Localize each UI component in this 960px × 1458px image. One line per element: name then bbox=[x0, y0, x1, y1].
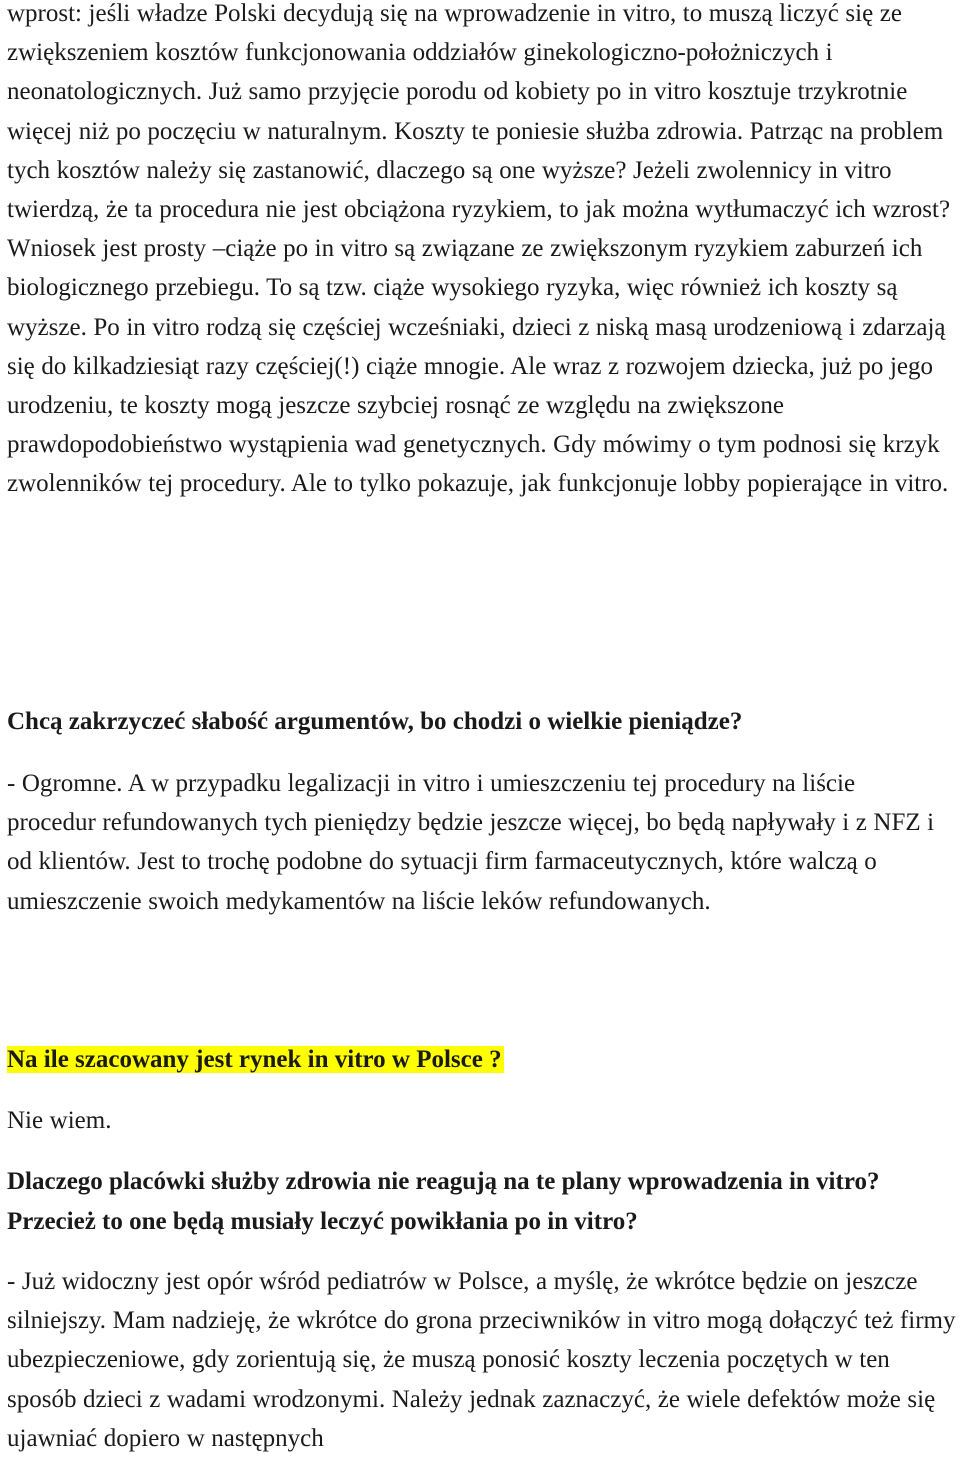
interview-question-1: Chcą zakrzyczeć słabość argumentów, bo chodzi o wielkie pieniądze? bbox=[7, 708, 743, 735]
interview-answer-2: Nie wiem. bbox=[7, 1107, 112, 1134]
highlighted-question-text: Na ile szacowany jest rynek in vitro w Polsce ? bbox=[7, 1046, 502, 1073]
interview-answer-1: - Ogromne. A w przypadku legalizacji in vitro i umieszczeniu tej procedury na liście procedur refundowanych tych pieniędzy będzie jeszcze więcej, bo będą napływały i z NFZ i od klientów. Jest to trochę podobne do sytuacji firm farmaceutycznych, które walczą o umieszczenie swoich medykamentów na liście leków refundowanych. bbox=[7, 770, 935, 915]
interview-question-2 bbox=[7, 1040, 957, 1079]
interview-answer-3: - Już widoczny jest opór wśród pediatrów w Polsce, a myślę, że wkrótce będzie on jeszcze silniejszy. Mam nadzieję, że wkrótce do grona przeciwników in vitro mogą dołączyć też firmy ubezpieczeniowe, gdy zorientują się, że muszą ponosić koszty leczenia poczętych w ten sposób dzieci z wadami wrodzonymi. Należy jednak zaznaczyć, że wiele defektów może się ujawniać dopiero w następnych bbox=[7, 1268, 956, 1452]
interview-question-3: Dlaczego placówki służby zdrowia nie reagują na te plany wprowadzenia in vitro? Przecież to one będą musiały leczyć powikłania po in vitro? bbox=[7, 1168, 880, 1235]
body-paragraph-costs: wprost: jeśli władze Polski decydują się na wprowadzenie in vitro, to muszą liczyć się ze zwiększeniem kosztów funkcjonowania oddziałów ginekologiczno-położniczych i neonatologicznych. Już samo przyjęcie porodu od kobiety po in vitro kosztuje trzykrotnie więcej niż po poczęciu w naturalnym. Koszty te poniesie służba zdrowia. Patrząc na problem tych kosztów należy się zastanowić, dlaczego są one wyższe? Jeżeli zwolennicy in vitro twierdzą, że ta procedura nie jest obciążona ryzykiem, to jak można wytłumaczyć ich wzrost? Wniosek jest prosty –ciąże po in vitro są związane ze zwiększonym ryzykiem zaburzeń ich biologicznego przebiegu. To są tzw. ciąże wysokiego ryzyka, więc również ich koszty są wyższe. Po in vitro rodzą się częściej wcześniaki, dzieci z niską masą urodzeniową i zdarzają się do kilkadziesiąt razy częściej(!) ciąże mnogie. Ale wraz z rozwojem dziecka, już po jego urodzeniu, te koszty mogą jeszcze szybciej rosnąć ze względu na zwiększone prawdopodobieństwo wystąpienia wad genetycznych. Gdy mówimy o tym podnosi się krzyk zwolenników tej procedury. Ale to tylko pokazuje, jak funkcjonuje lobby popierające in vitro. bbox=[7, 0, 951, 498]
